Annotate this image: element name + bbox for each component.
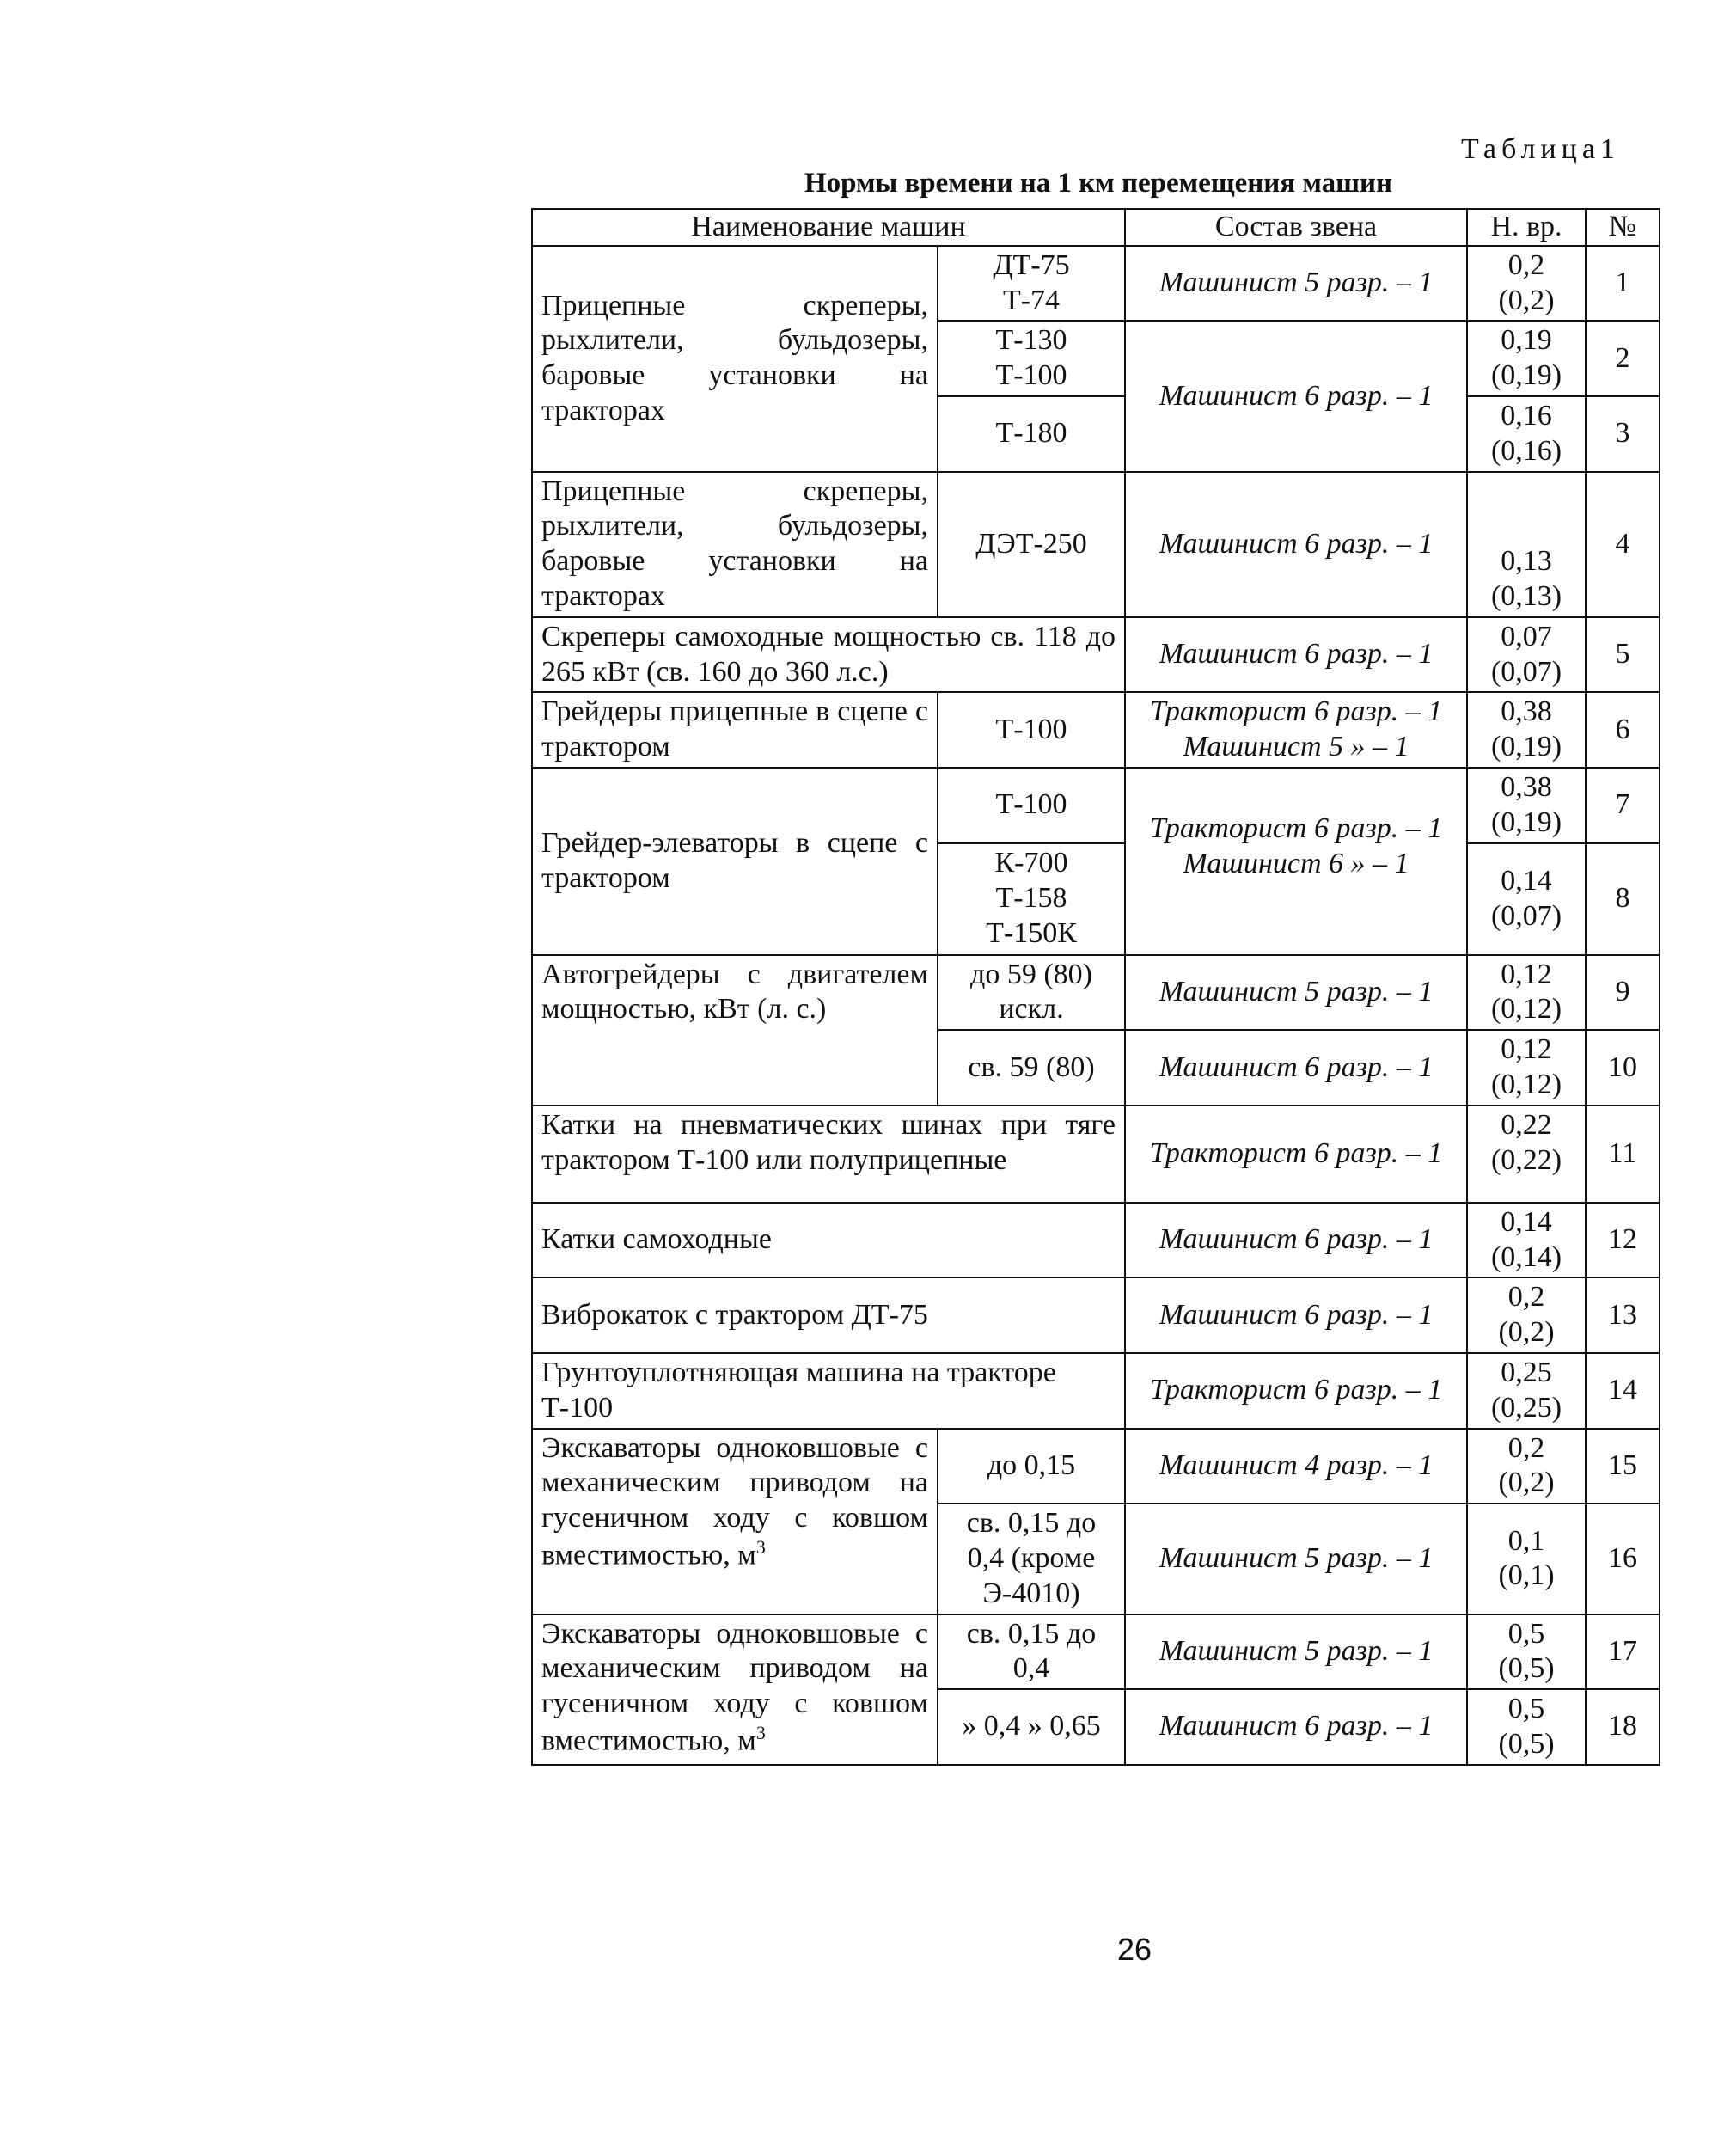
row-number: 12	[1586, 1203, 1660, 1278]
norm-value: 0,2	[1507, 1431, 1545, 1464]
row-number: 16	[1586, 1504, 1660, 1614]
norm-value: 0,38	[1501, 770, 1552, 803]
time-norm	[1467, 955, 1586, 1031]
norm-value: (0,16)	[1490, 434, 1562, 467]
superscript: 3	[755, 1535, 766, 1558]
norm-value: 0,5	[1507, 1693, 1545, 1725]
time-norm	[1467, 843, 1586, 955]
table-row	[532, 1203, 1660, 1278]
norm-value: 0,12	[1501, 1033, 1552, 1066]
time-norm	[1467, 1277, 1586, 1353]
table-row	[532, 1614, 1660, 1690]
norm-value: 0,07	[1501, 620, 1552, 652]
time-norm	[1467, 1106, 1586, 1203]
model-line: К-700	[994, 847, 1068, 879]
table-row	[532, 692, 1660, 768]
row-number: 7	[1586, 768, 1660, 843]
header-num: №	[1586, 209, 1660, 246]
crew-composition: Машинист 5 разр. – 1	[1125, 1504, 1467, 1614]
norm-value: 0,13	[1501, 545, 1552, 578]
norm-value: (0,2)	[1498, 1316, 1555, 1349]
header-crew: Состав звена	[1125, 209, 1467, 246]
norm-value: (0,07)	[1490, 899, 1562, 932]
norm-value: 0,16	[1501, 399, 1552, 432]
time-norm	[1467, 768, 1586, 843]
norm-value: 0,25	[1501, 1356, 1552, 1388]
row-number: 13	[1586, 1277, 1660, 1353]
machine-model: св. 59 (80)	[938, 1030, 1125, 1106]
crew-composition: Машинист 6 разр. – 1	[1125, 1203, 1467, 1278]
norm-value: 0,1	[1507, 1524, 1545, 1557]
crew-composition: Машинист 6 разр. – 1	[1125, 472, 1467, 617]
time-norm	[1467, 396, 1586, 472]
norm-value: 0,14	[1501, 1205, 1552, 1238]
table-row	[532, 1353, 1660, 1429]
row-number: 3	[1586, 396, 1660, 472]
crew-composition: Машинист 6 разр. – 1	[1125, 321, 1467, 471]
time-norm	[1467, 1030, 1586, 1106]
machine-name: Катки на пневматических шинах при тяге трактором Т-100 или полуприцепные	[532, 1106, 1125, 1203]
crew-composition	[1125, 692, 1467, 768]
machine-name: Грейдер-элеваторы в сцепе с трактором	[532, 768, 938, 955]
table-row	[532, 472, 1660, 617]
machine-model: ДЭТ-250	[938, 472, 1125, 617]
table-row	[532, 768, 1660, 843]
machine-model	[938, 955, 1125, 1031]
model-line: Т-74	[1002, 284, 1061, 316]
table-label: Таблица1	[1461, 133, 1620, 165]
norms-table	[531, 208, 1660, 1766]
model-line: Т-100	[995, 359, 1067, 392]
table-row	[532, 1106, 1660, 1203]
time-norm	[1467, 1504, 1586, 1614]
norm-value: (0,1)	[1498, 1559, 1555, 1592]
table-row	[532, 955, 1660, 1031]
row-number: 4	[1586, 472, 1660, 617]
model-line: Т-158	[995, 882, 1067, 915]
time-norm	[1467, 1614, 1586, 1690]
crew-composition: Машинист 5 разр. – 1	[1125, 1614, 1467, 1690]
crew-composition: Тракторист 6 разр. – 1	[1125, 1106, 1467, 1203]
machine-name: Автогрейдеры с двигателем мощностью, кВт (л. с.)	[532, 955, 938, 1106]
time-norm	[1467, 1353, 1586, 1429]
machine-name	[532, 1614, 938, 1765]
norm-value: 0,5	[1507, 1617, 1545, 1650]
time-norm	[1467, 472, 1586, 617]
crew-line: Тракторист 6 разр. – 1	[1149, 812, 1443, 844]
model-line: св. 0,15 до	[966, 1507, 1097, 1540]
norm-value: (0,12)	[1490, 1068, 1562, 1100]
crew-composition: Машинист 5 разр. – 1	[1125, 955, 1467, 1031]
machine-name: Прицепные скреперы, рыхлители, бульдозеры, баровые установки на тракторах	[532, 246, 938, 472]
norm-value: (0,14)	[1490, 1240, 1562, 1273]
machine-name: Скреперы самоходные мощностью св. 118 до 265 кВт (св. 160 до 360 л.с.)	[532, 617, 1125, 693]
model-line: Т-150К	[986, 916, 1077, 949]
model-line: 0,4 (кроме	[967, 1541, 1096, 1574]
crew-line: Машинист 6 » – 1	[1183, 847, 1409, 879]
crew-composition: Машинист 6 разр. – 1	[1125, 1030, 1467, 1106]
norm-value: (0,19)	[1490, 805, 1562, 838]
machine-model: Т-100	[938, 692, 1125, 768]
table-row	[532, 246, 1660, 322]
machine-name-text: Экскаваторы одноковшовые с механическим приводом на гусеничном ходу с ковшом вместимостью, м	[541, 1617, 928, 1757]
row-number: 18	[1586, 1689, 1660, 1765]
machine-name: Грунтоуплотняющая машина на тракторе Т-100	[532, 1353, 1125, 1429]
row-number: 9	[1586, 955, 1660, 1031]
crew-composition: Тракторист 6 разр. – 1	[1125, 1353, 1467, 1429]
machine-model	[938, 321, 1125, 396]
norm-value: 0,38	[1501, 695, 1552, 728]
crew-composition: Машинист 5 разр. – 1	[1125, 246, 1467, 322]
table-row	[532, 617, 1660, 693]
crew-composition: Машинист 6 разр. – 1	[1125, 1689, 1467, 1765]
norm-value: 0,22	[1501, 1108, 1552, 1141]
row-number: 14	[1586, 1353, 1660, 1429]
page-number: 26	[1117, 1932, 1152, 1967]
model-line: Т-130	[995, 324, 1067, 357]
machine-model	[938, 843, 1125, 955]
time-norm	[1467, 1203, 1586, 1278]
machine-name: Катки самоходные	[532, 1203, 1125, 1278]
machine-model	[938, 246, 1125, 322]
superscript: 3	[755, 1721, 766, 1743]
norm-value: (0,2)	[1498, 1467, 1555, 1499]
model-line: Э-4010)	[982, 1577, 1080, 1609]
model-line: искл.	[999, 993, 1064, 1026]
header-row	[532, 209, 1660, 246]
norm-value: 0,19	[1501, 324, 1552, 357]
table-row	[532, 1277, 1660, 1353]
time-norm	[1467, 1689, 1586, 1765]
norm-value: (0,22)	[1490, 1143, 1562, 1176]
time-norm	[1467, 617, 1586, 693]
norm-value: (0,25)	[1490, 1391, 1562, 1424]
norm-value: (0,5)	[1498, 1652, 1555, 1685]
row-number: 6	[1586, 692, 1660, 768]
row-number: 11	[1586, 1106, 1660, 1203]
table-row	[532, 1429, 1660, 1504]
crew-composition	[1125, 768, 1467, 955]
machine-model: Т-180	[938, 396, 1125, 472]
crew-composition: Машинист 6 разр. – 1	[1125, 617, 1467, 693]
time-norm	[1467, 692, 1586, 768]
time-norm	[1467, 321, 1586, 396]
norm-value: (0,07)	[1490, 655, 1562, 688]
model-line: св. 0,15 до	[966, 1617, 1097, 1650]
crew-line: Машинист 5 » – 1	[1183, 731, 1409, 763]
row-number: 1	[1586, 246, 1660, 322]
machine-model	[938, 1614, 1125, 1690]
norm-value: 0,2	[1507, 1281, 1545, 1314]
time-norm	[1467, 246, 1586, 322]
machine-name: Прицепные скреперы, рыхлители, бульдозеры, баровые установки на тракторах	[532, 472, 938, 617]
crew-composition: Машинист 6 разр. – 1	[1125, 1277, 1467, 1353]
row-number: 17	[1586, 1614, 1660, 1690]
row-number: 2	[1586, 321, 1660, 396]
norm-value: (0,19)	[1490, 731, 1562, 763]
machine-model: » 0,4 » 0,65	[938, 1689, 1125, 1765]
crew-composition: Машинист 4 разр. – 1	[1125, 1429, 1467, 1504]
machine-name: Виброкаток с трактором ДТ-75	[532, 1277, 1125, 1353]
row-number: 8	[1586, 843, 1660, 955]
model-line: до 59 (80)	[970, 958, 1092, 990]
norm-value: (0,5)	[1498, 1727, 1555, 1760]
machine-name: Грейдеры прицепные в сцепе с трактором	[532, 692, 938, 768]
norm-value: 0,12	[1501, 958, 1552, 990]
machine-model: Т-100	[938, 768, 1125, 843]
row-number: 10	[1586, 1030, 1660, 1106]
table-title: Нормы времени на 1 км перемещения машин	[804, 168, 1393, 199]
model-line: 0,4	[1012, 1652, 1050, 1685]
norm-value: (0,12)	[1490, 993, 1562, 1026]
norm-value: 0,14	[1501, 864, 1552, 897]
row-number: 15	[1586, 1429, 1660, 1504]
model-line: ДТ-75	[993, 248, 1070, 281]
row-number: 5	[1586, 617, 1660, 693]
norm-value: 0,2	[1507, 248, 1545, 281]
time-norm	[1467, 1429, 1586, 1504]
header-name: Наименование машин	[532, 209, 1125, 246]
machine-model: до 0,15	[938, 1429, 1125, 1504]
norm-value: (0,13)	[1490, 579, 1562, 612]
machine-name	[532, 1429, 938, 1614]
crew-line: Тракторист 6 разр. – 1	[1149, 695, 1443, 728]
machine-model	[938, 1504, 1125, 1614]
norm-value: (0,2)	[1498, 284, 1555, 316]
machine-name-text: Экскаваторы одноковшовые с механическим приводом на гусеничном ходу с ковшом вместимостью, м	[541, 1431, 928, 1571]
header-norm: Н. вр.	[1467, 209, 1586, 246]
norm-value: (0,19)	[1490, 359, 1562, 392]
